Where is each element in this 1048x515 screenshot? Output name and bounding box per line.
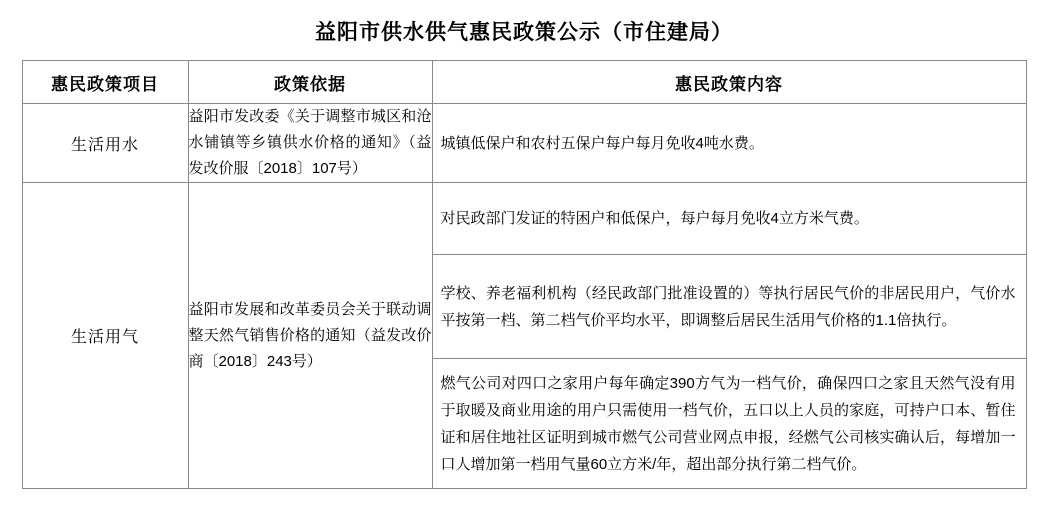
policy-content-gas-3: 燃气公司对四口之家用户每年确定390方气为一档气价，确保四口之家且天然气没有用于取暖及商业用途的用户只需使用一档气价，五口以上人员的家庭，可持户口本、暂住证和居住地社区证明到城市燃气公司营业网点申报，经燃气公司核实确认后，每增加一口人增加第一档用气量60立方米/年，超出部分执行第二档气价。: [440, 374, 1016, 473]
policy-content-gas-2: 学校、养老福利机构（经民政部门批准设置的）等执行居民气价的非居民用户，气价水平按第一档、第二档气价平均水平，即调整后居民生活用气价格的1.1倍执行。: [440, 284, 1016, 329]
policy-item-water: 生活用水: [22, 104, 188, 183]
policy-content-gas-1: 对民政部门发证的特困户和低保户，每户每月免收4立方米气费。: [440, 210, 869, 227]
policy-basis-gas: 益阳市发展和改革委员会关于联动调整天然气销售价格的通知（益发改价商〔2018〕243号）: [188, 183, 432, 489]
policy-content-water-1: 城镇低保户和农村五保户每户每月免收4吨水费。: [440, 134, 764, 152]
policy-content-gas-cell: [432, 183, 1026, 489]
policy-content-gas-block-3: [433, 359, 1026, 488]
table-row: [22, 183, 1026, 489]
table-row: [22, 104, 1026, 183]
policy-basis-water: 益阳市发改委《关于调整市城区和沧水铺镇等乡镇供水价格的通知》（益发改价服〔2018〕107号）: [188, 104, 432, 183]
policy-content-gas-block-2: [433, 255, 1026, 359]
table-header-row: [22, 61, 1026, 104]
policy-table: [22, 60, 1027, 489]
policy-content-water-cell: [432, 104, 1026, 183]
column-header-item: 惠民政策项目: [22, 61, 188, 104]
policy-content-gas-block-1: [433, 183, 1026, 255]
column-header-basis: 政策依据: [188, 61, 432, 104]
policy-item-gas: 生活用气: [22, 183, 188, 489]
page-title: 益阳市供水供气惠民政策公示（市住建局）: [315, 21, 733, 44]
column-header-content: 惠民政策内容: [432, 61, 1026, 104]
